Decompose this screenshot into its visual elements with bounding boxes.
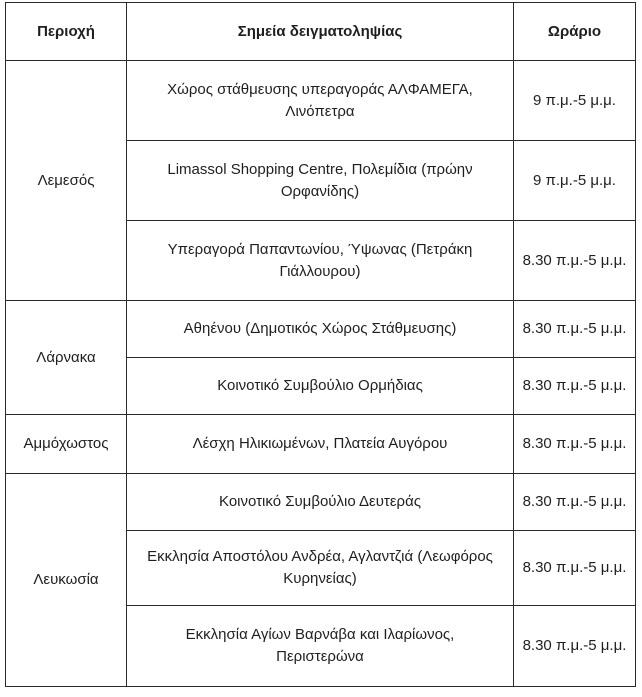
area-cell-limassol: Λεμεσός: [6, 61, 127, 301]
hours-cell: 8.30 π.μ.-5 μ.μ.: [514, 221, 636, 301]
area-cell-larnaca: Λάρνακα: [6, 301, 127, 415]
sampling-point-cell: [127, 141, 514, 221]
area-cell-nicosia: Λευκωσία: [6, 474, 127, 687]
sampling-point-text: Limassol Shopping Centre, Πολεμίδια (πρώην Ορφανίδης): [167, 160, 473, 200]
hours-cell: 8.30 π.μ.-5 μ.μ.: [514, 301, 636, 358]
sampling-point-text: Κοινοτικό Συμβούλιο Δευτεράς: [219, 493, 421, 510]
area-cell-famagusta: Αμμόχωστος: [6, 415, 127, 474]
sampling-point-text: Λέσχη Ηλικιωμένων, Πλατεία Αυγόρου: [192, 435, 448, 452]
hours-cell: 8.30 π.μ.-5 μ.μ.: [514, 474, 636, 531]
table-row: [6, 61, 636, 141]
hours-cell: 8.30 π.μ.-5 μ.μ.: [514, 531, 636, 606]
hours-cell: 9 π.μ.-5 μ.μ.: [514, 141, 636, 221]
sampling-point-text: Υπεραγορά Παπαντωνίου, Ύψωνας (Πετράκη Γιάλλουρου): [167, 240, 473, 280]
sampling-point-text: Χώρος στάθμευσης υπεραγοράς ΑΛΦΑΜΕΓΑ, Λινόπετρα: [167, 80, 473, 120]
table-row: [6, 474, 636, 531]
table-header-row: [6, 3, 636, 61]
hours-cell: 9 π.μ.-5 μ.μ.: [514, 61, 636, 141]
sampling-point-text: Κοινοτικό Συμβούλιο Ορμήδιας: [217, 377, 423, 394]
hours-cell: 8.30 π.μ.-5 μ.μ.: [514, 358, 636, 415]
sampling-point-cell: [127, 531, 514, 606]
hours-cell: 8.30 π.μ.-5 μ.μ.: [514, 415, 636, 474]
sampling-point-text: Αθηένου (Δημοτικός Χώρος Στάθμευσης): [183, 320, 457, 337]
hours-cell: 8.30 π.μ.-5 μ.μ.: [514, 606, 636, 687]
sampling-points-table: [5, 2, 636, 687]
sampling-point-cell: [127, 221, 514, 301]
sampling-point-cell: [127, 61, 514, 141]
sampling-point-text: Εκκλησία Αγίων Βαρνάβα και Ιλαρίωνος, Περιστερώνα: [185, 626, 455, 665]
sampling-point-cell: [127, 415, 514, 474]
sampling-point-text: Εκκλησία Αποστόλου Ανδρέα, Αγλαντζιά (Λεωφόρος Κυρηνείας): [147, 548, 493, 587]
header-area: Περιοχή: [6, 3, 127, 61]
sampling-point-cell: [127, 474, 514, 531]
table-row: [6, 301, 636, 358]
header-hours: Ωράριο: [514, 3, 636, 61]
table-row: [6, 415, 636, 474]
sampling-point-cell: [127, 301, 514, 358]
header-sampling-point: Σημεία δειγματοληψίας: [127, 3, 514, 61]
sampling-point-cell: [127, 606, 514, 687]
sampling-point-cell: [127, 358, 514, 415]
